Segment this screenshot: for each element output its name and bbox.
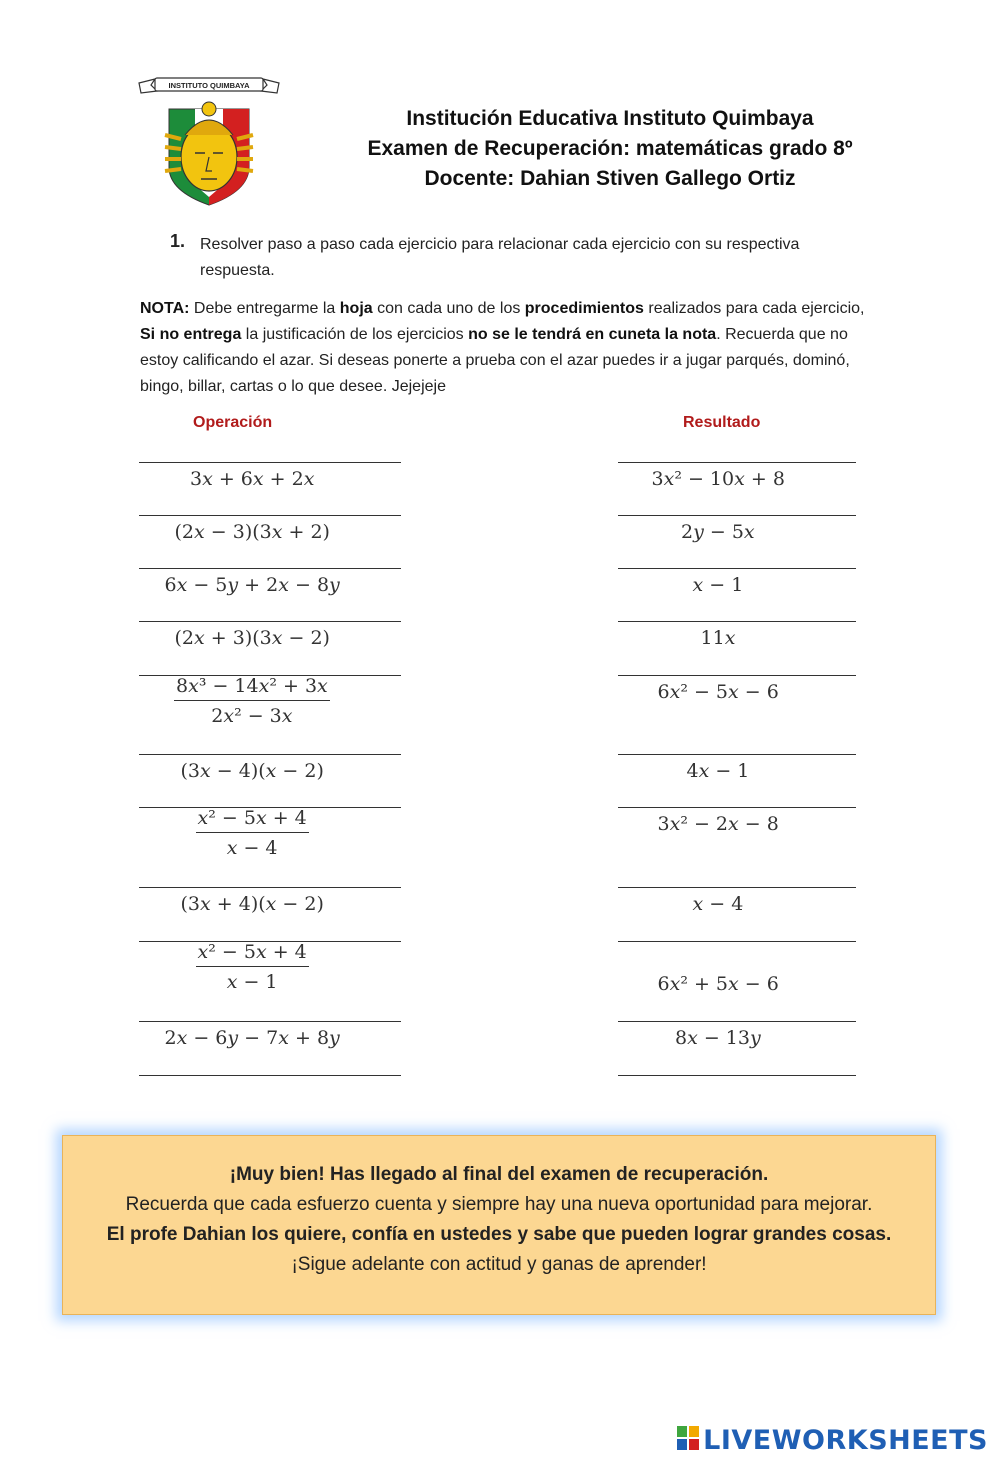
- instruction-number: 1.: [170, 231, 186, 251]
- final-message-bold-line: El profe Dahian los quiere, confía en ustedes y sabe que pueden lograr grandes cosas.: [106, 1224, 892, 1245]
- fraction-denominator: x − 4: [226, 837, 278, 859]
- result-expression: 4x − 1: [686, 760, 750, 782]
- result-answer-line: [618, 462, 856, 463]
- result-answer-line: [618, 941, 856, 942]
- result-answer-line: [618, 1075, 856, 1076]
- liveworksheets-logo-icon: [676, 1425, 700, 1458]
- result-expression: x − 1: [692, 574, 744, 596]
- final-message-box: [62, 1135, 936, 1315]
- operation-expression: [196, 941, 309, 993]
- result-expression: 3x² − 10x + 8: [651, 468, 785, 490]
- note-text: con cada uno de los: [372, 300, 525, 317]
- operation-expression: [174, 675, 330, 727]
- brand-name: LIVEWORKSHEETS: [703, 1425, 988, 1456]
- operation-answer-line: [139, 621, 401, 622]
- note-bold: hoja: [339, 300, 373, 317]
- result-expression: 2y − 5x: [681, 521, 755, 543]
- result-expression: 6x² − 5x − 6: [657, 681, 779, 703]
- operation-answer-line: [139, 515, 401, 516]
- result-expression: x − 4: [692, 893, 744, 915]
- final-message-title: ¡Muy bien! Has llegado al final del examen de recuperación.: [229, 1164, 769, 1185]
- result-answer-line: [618, 1021, 856, 1022]
- fraction-numerator: 8x³ − 14x² + 3x: [174, 675, 330, 701]
- operation-expression: 2x − 6y − 7x + 8y: [164, 1027, 340, 1049]
- operation-expression: (2x − 3)(3x + 2): [174, 521, 330, 543]
- result-expression: 8x − 13y: [675, 1027, 761, 1049]
- final-message-line: Recuerda que cada esfuerzo cuenta y siempre hay una nueva oportunidad para mejorar.: [125, 1194, 873, 1215]
- note-bold: no se le tendrá en cuneta la nota: [468, 326, 717, 343]
- operation-answer-line: [139, 462, 401, 463]
- note-paragraph: [140, 296, 880, 400]
- exam-title: Examen de Recuperación: matemáticas grado 8º: [367, 137, 853, 160]
- result-answer-line: [618, 675, 856, 676]
- operation-expression: 6x − 5y + 2x − 8y: [164, 574, 340, 596]
- result-expression: 3x² − 2x − 8: [657, 813, 779, 835]
- fraction-denominator: 2x² − 3x: [211, 705, 293, 727]
- note-text: la justificación de los ejercicios: [241, 326, 469, 343]
- operation-expression: (2x + 3)(3x − 2): [174, 627, 330, 649]
- fraction: [174, 675, 330, 727]
- fraction: [196, 807, 309, 859]
- result-answer-line: [618, 807, 856, 808]
- note-bold: procedimientos: [524, 300, 644, 317]
- note-text: . Recuerda que no estoy calificando el azar. Si deseas ponerte a prueba con el azar puedes ir a jugar parqués, dominó, bingo, billar, cartas o lo que desee. Jejejeje: [140, 326, 850, 395]
- school-logo: [135, 75, 283, 210]
- note-text: Debe entregarme la: [189, 300, 340, 317]
- operation-answer-line: [139, 887, 401, 888]
- result-answer-line: [618, 621, 856, 622]
- document-header: [300, 104, 920, 194]
- operation-answer-line: [139, 754, 401, 755]
- operation-expression: 3x + 6x + 2x: [190, 468, 315, 490]
- result-column-title: Resultado: [683, 414, 761, 431]
- note-label: NOTA:: [140, 300, 190, 317]
- liveworksheets-brand[interactable]: [676, 1425, 988, 1458]
- operation-expression: (3x − 4)(x − 2): [180, 760, 324, 782]
- fraction-denominator: x − 1: [226, 971, 278, 993]
- note-text: realizados para cada ejercicio,: [643, 300, 865, 317]
- operation-answer-line: [139, 568, 401, 569]
- result-answer-line: [618, 568, 856, 569]
- instruction-text: Resolver paso a paso cada ejercicio para relacionar cada ejercicio con su respectiva respuesta.: [200, 236, 800, 279]
- school-name: Institución Educativa Instituto Quimbaya: [406, 107, 814, 130]
- operation-expression: [196, 807, 309, 859]
- fraction-numerator: x² − 5x + 4: [196, 941, 309, 967]
- final-message-line: ¡Sigue adelante con actitud y ganas de aprender!: [291, 1254, 707, 1275]
- teacher-name: Docente: Dahian Stiven Gallego Ortiz: [424, 167, 796, 190]
- fraction-numerator: x² − 5x + 4: [196, 807, 309, 833]
- operation-answer-line: [139, 1075, 401, 1076]
- logo-banner-text: INSTITUTO QUIMBAYA: [168, 81, 250, 90]
- operation-column-title: Operación: [193, 414, 273, 431]
- note-bold: Si no entrega: [140, 326, 242, 343]
- operation-answer-line: [139, 1021, 401, 1022]
- result-answer-line: [618, 887, 856, 888]
- result-answer-line: [618, 515, 856, 516]
- result-expression: 6x² + 5x − 6: [657, 973, 779, 995]
- fraction: [196, 941, 309, 993]
- operation-expression: (3x + 4)(x − 2): [180, 893, 324, 915]
- result-answer-line: [618, 754, 856, 755]
- result-expression: 11x: [700, 627, 736, 649]
